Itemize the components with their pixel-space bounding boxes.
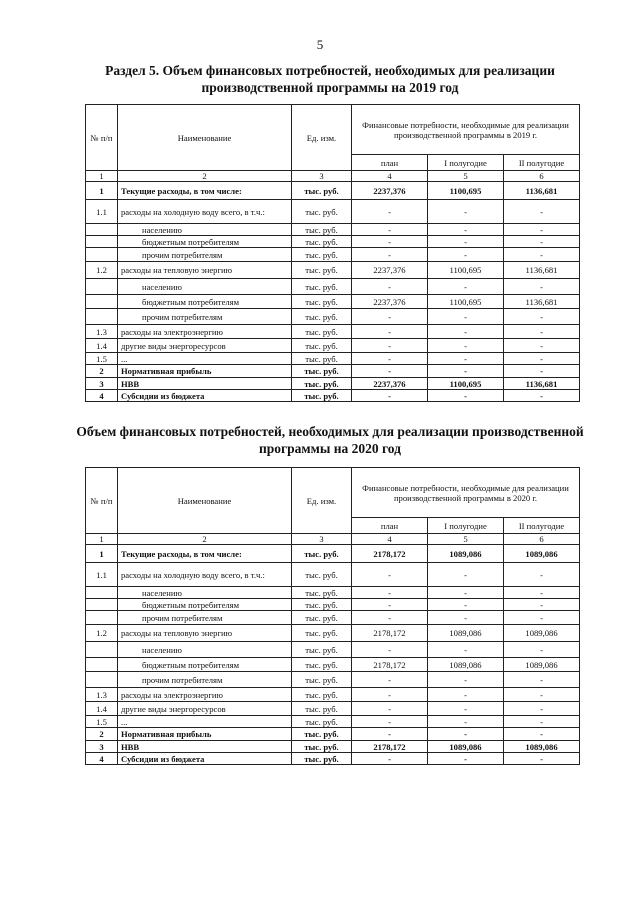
row-name: другие виды энергоресурсов	[118, 702, 292, 716]
column-index: 2	[118, 171, 292, 182]
table-row	[86, 642, 580, 658]
row-half-1-value: -	[428, 611, 504, 625]
row-unit: тыс. руб.	[292, 611, 352, 625]
row-half-1-value: -	[428, 728, 504, 741]
row-number: 1.4	[86, 339, 118, 353]
financial-needs-table-2019	[85, 104, 580, 402]
header-half-1: I полугодие	[428, 518, 504, 534]
row-name: другие виды энергоресурсов	[118, 339, 292, 353]
row-plan-value: -	[352, 353, 428, 365]
row-number: 2	[86, 365, 118, 378]
column-index: 4	[352, 171, 428, 182]
row-half-2-value: 1089,086	[504, 545, 580, 563]
header-name: Наименование	[118, 105, 292, 171]
row-name: НВВ	[118, 741, 292, 753]
row-half-2-value: -	[504, 728, 580, 741]
row-name: Субсидии из бюджета	[118, 753, 292, 765]
row-number	[86, 295, 118, 309]
row-half-2-value: -	[504, 702, 580, 716]
row-number: 1.2	[86, 625, 118, 642]
row-plan-value: -	[352, 365, 428, 378]
row-number	[86, 248, 118, 262]
row-half-2-value: -	[504, 672, 580, 688]
row-unit: тыс. руб.	[292, 378, 352, 390]
table-row	[86, 545, 580, 563]
row-half-1-value: -	[428, 753, 504, 765]
row-half-1-value: 1089,086	[428, 625, 504, 642]
row-plan-value: -	[352, 728, 428, 741]
table-row	[86, 625, 580, 642]
row-half-2-value: 1089,086	[504, 625, 580, 642]
column-index: 5	[428, 534, 504, 545]
column-index: 4	[352, 534, 428, 545]
row-name: прочим потребителям	[118, 309, 292, 325]
row-name: населению	[118, 279, 292, 295]
row-half-2-value: -	[504, 716, 580, 728]
row-half-1-value: -	[428, 672, 504, 688]
row-unit: тыс. руб.	[292, 200, 352, 224]
row-number: 1.4	[86, 702, 118, 716]
row-unit: тыс. руб.	[292, 262, 352, 279]
row-number: 1.5	[86, 716, 118, 728]
row-name: расходы на тепловую энергию	[118, 625, 292, 642]
row-number: 3	[86, 378, 118, 390]
row-half-2-value: -	[504, 753, 580, 765]
row-half-1-value: -	[428, 563, 504, 587]
row-unit: тыс. руб.	[292, 587, 352, 599]
row-unit: тыс. руб.	[292, 599, 352, 611]
row-plan-value: -	[352, 672, 428, 688]
row-unit: тыс. руб.	[292, 309, 352, 325]
header-half-1: I полугодие	[428, 155, 504, 171]
row-plan-value: -	[352, 248, 428, 262]
row-half-1-value: 1089,086	[428, 545, 504, 563]
table-row	[86, 248, 580, 262]
row-half-2-value: -	[504, 236, 580, 248]
row-plan-value: -	[352, 236, 428, 248]
column-index: 6	[504, 171, 580, 182]
row-unit: тыс. руб.	[292, 545, 352, 563]
row-half-1-value: -	[428, 688, 504, 702]
row-name: бюджетным потребителям	[118, 599, 292, 611]
row-half-2-value: -	[504, 248, 580, 262]
financial-needs-table-2020	[85, 467, 580, 765]
row-plan-value: 2178,172	[352, 545, 428, 563]
row-number	[86, 599, 118, 611]
row-plan-value: -	[352, 224, 428, 236]
row-half-1-value: 1100,695	[428, 295, 504, 309]
row-plan-value: -	[352, 702, 428, 716]
row-number: 1	[86, 182, 118, 200]
row-half-2-value: 1136,681	[504, 182, 580, 200]
table-row	[86, 741, 580, 753]
row-name: бюджетным потребителям	[118, 658, 292, 672]
row-name: ...	[118, 716, 292, 728]
row-unit: тыс. руб.	[292, 716, 352, 728]
row-half-2-value: -	[504, 599, 580, 611]
row-unit: тыс. руб.	[292, 365, 352, 378]
row-plan-value: 2178,172	[352, 625, 428, 642]
row-plan-value: -	[352, 753, 428, 765]
table-row	[86, 716, 580, 728]
row-name: расходы на холодную воду всего, в т.ч.:	[118, 563, 292, 587]
row-unit: тыс. руб.	[292, 658, 352, 672]
header-unit: Ед. изм.	[292, 468, 352, 534]
row-unit: тыс. руб.	[292, 279, 352, 295]
table-row	[86, 728, 580, 741]
row-half-2-value: -	[504, 339, 580, 353]
row-half-1-value: -	[428, 279, 504, 295]
row-plan-value: -	[352, 587, 428, 599]
row-name: бюджетным потребителям	[118, 295, 292, 309]
table-row	[86, 236, 580, 248]
row-half-1-value: -	[428, 599, 504, 611]
header-plan: план	[352, 155, 428, 171]
table-row	[86, 279, 580, 295]
row-name: расходы на электроэнергию	[118, 688, 292, 702]
row-half-2-value: 1136,681	[504, 378, 580, 390]
header-unit: Ед. изм.	[292, 105, 352, 171]
row-number: 1.1	[86, 563, 118, 587]
row-half-2-value: -	[504, 587, 580, 599]
header-plan: план	[352, 518, 428, 534]
section-title: Раздел 5. Объем финансовых потребностей, необходимых для реализации производственной программы на 2019 год	[105, 63, 555, 95]
row-plan-value: -	[352, 279, 428, 295]
row-unit: тыс. руб.	[292, 728, 352, 741]
table-row	[86, 611, 580, 625]
row-plan-value: -	[352, 716, 428, 728]
row-number: 3	[86, 741, 118, 753]
row-unit: тыс. руб.	[292, 325, 352, 339]
row-unit: тыс. руб.	[292, 339, 352, 353]
row-number: 1.3	[86, 325, 118, 339]
header-num: № п/п	[86, 105, 118, 171]
header-name: Наименование	[118, 468, 292, 534]
column-index: 6	[504, 534, 580, 545]
row-half-2-value: -	[504, 688, 580, 702]
row-number	[86, 658, 118, 672]
row-name: Субсидии из бюджета	[118, 390, 292, 402]
row-unit: тыс. руб.	[292, 248, 352, 262]
row-unit: тыс. руб.	[292, 390, 352, 402]
row-number	[86, 279, 118, 295]
column-index: 5	[428, 171, 504, 182]
row-half-1-value: -	[428, 339, 504, 353]
row-plan-value: -	[352, 642, 428, 658]
row-name: Нормативная прибыль	[118, 728, 292, 741]
row-name: прочим потребителям	[118, 672, 292, 688]
row-half-2-value: -	[504, 309, 580, 325]
row-name: населению	[118, 642, 292, 658]
table-row	[86, 353, 580, 365]
table-row	[86, 224, 580, 236]
row-number: 1	[86, 545, 118, 563]
row-unit: тыс. руб.	[292, 672, 352, 688]
row-name: населению	[118, 587, 292, 599]
row-name: расходы на тепловую энергию	[118, 262, 292, 279]
row-plan-value: -	[352, 325, 428, 339]
row-plan-value: 2237,376	[352, 378, 428, 390]
row-name: Нормативная прибыль	[118, 365, 292, 378]
row-half-2-value: -	[504, 390, 580, 402]
row-half-1-value: -	[428, 587, 504, 599]
table-row	[86, 753, 580, 765]
row-half-1-value: -	[428, 365, 504, 378]
table-row	[86, 182, 580, 200]
table-row	[86, 390, 580, 402]
row-half-1-value: 1100,695	[428, 182, 504, 200]
row-unit: тыс. руб.	[292, 236, 352, 248]
row-plan-value: -	[352, 339, 428, 353]
column-index: 2	[118, 534, 292, 545]
header-half-2: II полугодие	[504, 155, 580, 171]
table-row	[86, 587, 580, 599]
row-plan-value: -	[352, 309, 428, 325]
row-plan-value: 2178,172	[352, 658, 428, 672]
table-row	[86, 325, 580, 339]
row-number: 4	[86, 753, 118, 765]
row-half-1-value: -	[428, 702, 504, 716]
row-half-2-value: -	[504, 365, 580, 378]
table-row	[86, 672, 580, 688]
table-body	[86, 182, 580, 402]
row-half-1-value: -	[428, 200, 504, 224]
row-half-1-value: -	[428, 353, 504, 365]
row-half-1-value: -	[428, 642, 504, 658]
row-plan-value: -	[352, 688, 428, 702]
row-half-2-value: -	[504, 325, 580, 339]
row-plan-value: 2237,376	[352, 262, 428, 279]
row-plan-value: -	[352, 599, 428, 611]
header-financial-needs: Финансовые потребности, необходимые для реализации производственной программы в 2020 г.	[352, 468, 580, 518]
row-half-1-value: -	[428, 236, 504, 248]
row-number: 1.3	[86, 688, 118, 702]
table-row	[86, 599, 580, 611]
table-row	[86, 262, 580, 279]
row-half-1-value: -	[428, 325, 504, 339]
row-unit: тыс. руб.	[292, 702, 352, 716]
column-index: 3	[292, 171, 352, 182]
row-half-1-value: -	[428, 248, 504, 262]
row-number: 2	[86, 728, 118, 741]
header-financial-needs: Финансовые потребности, необходимые для реализации производственной программы в 2019 г.	[352, 105, 580, 155]
row-half-2-value: -	[504, 642, 580, 658]
row-half-1-value: 1100,695	[428, 262, 504, 279]
row-plan-value: 2237,376	[352, 295, 428, 309]
row-unit: тыс. руб.	[292, 753, 352, 765]
table-row	[86, 295, 580, 309]
row-half-2-value: -	[504, 611, 580, 625]
row-half-1-value: 1100,695	[428, 378, 504, 390]
row-name: Текущие расходы, в том числе:	[118, 545, 292, 563]
table-row	[86, 365, 580, 378]
row-unit: тыс. руб.	[292, 625, 352, 642]
column-index: 1	[86, 171, 118, 182]
row-name: ...	[118, 353, 292, 365]
row-half-2-value: 1089,086	[504, 741, 580, 753]
row-number	[86, 309, 118, 325]
row-half-1-value: -	[428, 309, 504, 325]
row-half-2-value: -	[504, 200, 580, 224]
row-name: бюджетным потребителям	[118, 236, 292, 248]
row-name: Текущие расходы, в том числе:	[118, 182, 292, 200]
row-half-2-value: -	[504, 353, 580, 365]
row-number	[86, 587, 118, 599]
table-row	[86, 200, 580, 224]
table-row	[86, 658, 580, 672]
row-half-1-value: -	[428, 716, 504, 728]
row-plan-value: -	[352, 390, 428, 402]
table-row	[86, 688, 580, 702]
row-half-1-value: -	[428, 224, 504, 236]
row-half-1-value: 1089,086	[428, 658, 504, 672]
row-number	[86, 672, 118, 688]
row-number	[86, 642, 118, 658]
row-unit: тыс. руб.	[292, 353, 352, 365]
row-unit: тыс. руб.	[292, 563, 352, 587]
row-number	[86, 224, 118, 236]
table-row	[86, 309, 580, 325]
header-half-2: II полугодие	[504, 518, 580, 534]
row-half-2-value: -	[504, 563, 580, 587]
column-index: 1	[86, 534, 118, 545]
row-half-2-value: 1136,681	[504, 295, 580, 309]
row-number: 1.2	[86, 262, 118, 279]
row-name: расходы на электроэнергию	[118, 325, 292, 339]
row-plan-value: -	[352, 200, 428, 224]
row-number: 4	[86, 390, 118, 402]
row-number	[86, 611, 118, 625]
row-half-2-value: 1089,086	[504, 658, 580, 672]
row-unit: тыс. руб.	[292, 224, 352, 236]
row-half-2-value: -	[504, 279, 580, 295]
row-half-1-value: 1089,086	[428, 741, 504, 753]
table-row	[86, 563, 580, 587]
row-half-2-value: -	[504, 224, 580, 236]
row-name: НВВ	[118, 378, 292, 390]
table-row	[86, 339, 580, 353]
second-table-title: Объем финансовых потребностей, необходимых для реализации производственной программы на 2020 год	[76, 424, 584, 456]
row-plan-value: -	[352, 611, 428, 625]
table-body	[86, 545, 580, 765]
row-unit: тыс. руб.	[292, 688, 352, 702]
row-name: населению	[118, 224, 292, 236]
row-number: 1.5	[86, 353, 118, 365]
row-unit: тыс. руб.	[292, 182, 352, 200]
row-name: прочим потребителям	[118, 248, 292, 262]
table-row	[86, 702, 580, 716]
table-row	[86, 378, 580, 390]
row-unit: тыс. руб.	[292, 642, 352, 658]
row-plan-value: 2178,172	[352, 741, 428, 753]
header-num: № п/п	[86, 468, 118, 534]
row-unit: тыс. руб.	[292, 295, 352, 309]
row-name: расходы на холодную воду всего, в т.ч.:	[118, 200, 292, 224]
row-plan-value: 2237,376	[352, 182, 428, 200]
row-number: 1.1	[86, 200, 118, 224]
row-plan-value: -	[352, 563, 428, 587]
page-number: 5	[316, 37, 324, 52]
row-unit: тыс. руб.	[292, 741, 352, 753]
column-index: 3	[292, 534, 352, 545]
row-name: прочим потребителям	[118, 611, 292, 625]
row-half-2-value: 1136,681	[504, 262, 580, 279]
row-half-1-value: -	[428, 390, 504, 402]
row-number	[86, 236, 118, 248]
